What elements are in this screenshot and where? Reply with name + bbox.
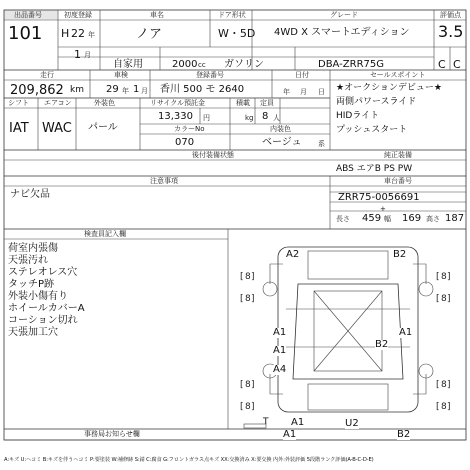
overall-score: 3.5 (438, 22, 464, 41)
dims-mark: + (380, 205, 386, 213)
inspection-month-unit: 月 (141, 87, 148, 95)
lot-label: 出品番号 (14, 11, 42, 19)
inspection-note: ステレオレス穴 (8, 267, 78, 278)
svg-text:]: ] (251, 294, 255, 304)
car-name: ノア (136, 27, 163, 42)
mileage-unit: km (70, 85, 84, 95)
interior-color: ベージュ (262, 137, 302, 148)
door-label: ドア形状 (218, 11, 246, 19)
inspection-note: 天張汚れ (8, 255, 48, 266)
mileage-label: 走行 (40, 71, 54, 79)
selling-point: HIDライト (336, 111, 380, 121)
damage-mark-u2: U2 (345, 418, 359, 429)
exterior-color: パール (88, 122, 118, 133)
inspection-note: ホイールカバーA (8, 303, 85, 314)
inspection-label: 車検 (114, 71, 128, 79)
plate-label: 登録番号 (196, 71, 224, 79)
svg-text:]: ] (251, 272, 255, 282)
inspector-notes-label: 検査員記入欄 (84, 230, 126, 238)
damage-mark-b2: B2 (397, 429, 411, 440)
svg-text:[: [ (436, 380, 440, 390)
svg-text:[: [ (240, 272, 244, 282)
svg-text:8: 8 (245, 294, 251, 304)
announce-label: 事務局お知らせ欄 (84, 430, 140, 438)
genuine-label: 純正装備 (384, 151, 412, 159)
interior-score: C (438, 58, 446, 71)
svg-text:[: [ (240, 402, 244, 412)
capacity-unit: 人 (273, 114, 280, 122)
grade-label: グレード (330, 11, 358, 19)
inspection-note: タッチP跡 (8, 279, 55, 290)
height-label: 高さ (426, 215, 440, 223)
damage-mark-a1: A1 (273, 327, 287, 338)
inspection-year: 29 (106, 84, 119, 95)
plate-number: 香川 500 モ 2640 (160, 84, 245, 95)
height-value: 187 (445, 213, 465, 224)
first-reg-label: 初度登録 (64, 11, 92, 19)
chassis-label: 車台番号 (384, 177, 412, 185)
width-label: 幅 (384, 215, 391, 223)
svg-text:[: [ (436, 272, 440, 282)
color-no-label: カラーNo (174, 125, 205, 133)
width-value: 169 (402, 213, 422, 224)
reg-month-unit: 月 (84, 51, 91, 59)
shift-label: シフト (8, 99, 29, 107)
mileage: 209,862 (10, 83, 64, 98)
grade: 4WD X スマートエディション (274, 27, 410, 38)
selling-point: ★オークションデビュー★ (336, 83, 442, 93)
svg-text:8: 8 (441, 380, 447, 390)
legend: A:キズ U:ヘコミ B:キズを伴うヘコミ P:要塗装 W:補修跡 S:錆 C:腐食 G:フロントガラス点キズ XX:交換済み X:要交換 内外:外装評価 5段階ランク評価(A-B-C-D-E) (4, 457, 374, 463)
inspection-note: 荷室内張傷 (8, 243, 58, 254)
svg-text:]: ] (447, 380, 451, 390)
svg-text:]: ] (251, 402, 255, 412)
svg-text:8: 8 (245, 380, 251, 390)
displacement-unit: cc (198, 61, 206, 69)
date-year: 年 (283, 88, 290, 96)
after-market-label: 後付装備状態 (192, 151, 234, 159)
genuine-equipment: ABS エアB PS PW (336, 164, 413, 174)
lot-number: 101 (8, 23, 43, 44)
model-code: DBA-ZRR75G (318, 59, 385, 70)
interior-suffix: 系 (318, 140, 325, 148)
selling-point: 両側パワースライド (336, 97, 417, 107)
notice-label: 注意事項 (150, 177, 178, 185)
bracket-label: 8 (245, 272, 251, 282)
damage-mark-a4: A4 (273, 364, 287, 375)
svg-text:]: ] (447, 402, 451, 412)
capacity: 8 (262, 111, 269, 122)
fuel: ガソリン (224, 59, 264, 70)
score-label: 評価点 (440, 11, 461, 19)
damage-mark-b2: B2 (375, 339, 389, 350)
capacity-label: 定員 (260, 99, 274, 107)
date-month: 月 (300, 88, 307, 96)
recycle-value: 13,330 (158, 111, 193, 122)
chassis-number: ZRR75-0056691 (338, 192, 420, 203)
damage-mark-a1: A1 (399, 327, 413, 338)
era: H (61, 27, 70, 40)
damage-diagram (228, 229, 468, 429)
damage-mark-b2: B2 (393, 249, 407, 260)
selling-point: プッシュスタート (336, 125, 408, 135)
svg-text:8: 8 (441, 402, 447, 412)
inspection-note: 天張加工穴 (8, 327, 58, 338)
length-value: 459 (362, 213, 382, 224)
aircon: WAC (42, 121, 72, 136)
length-label: 長さ (336, 215, 350, 223)
recycle-label: リサイクル預託金 (150, 99, 206, 107)
notice-text: ナビ欠品 (10, 189, 50, 200)
date-day: 日 (318, 88, 325, 96)
usage: 自家用 (113, 59, 143, 70)
car-name-label: 車名 (150, 11, 164, 19)
inspection-note: 外装小傷有り (8, 291, 68, 302)
svg-text:]: ] (447, 272, 451, 282)
exterior-color-label: 外装色 (94, 99, 115, 107)
date-label: 日付 (295, 71, 309, 79)
exterior-score: C (453, 58, 461, 71)
svg-text:[: [ (240, 294, 244, 304)
inspection-year-unit: 年 (122, 87, 129, 95)
svg-text:8: 8 (245, 402, 251, 412)
reg-year-unit: 年 (88, 31, 95, 39)
damage-mark-a2: A2 (286, 249, 300, 260)
selling-label: セールスポイント (370, 71, 426, 79)
svg-text:[: [ (436, 294, 440, 304)
load-unit: kg (245, 114, 254, 122)
tire-mark: T (263, 417, 269, 427)
damage-mark-a1: A1 (283, 429, 297, 440)
reg-month: 1 (74, 48, 81, 61)
svg-text:[: [ (436, 402, 440, 412)
damage-mark-a1: A1 (273, 345, 287, 356)
inspection-month: 1 (133, 84, 140, 95)
svg-text:]: ] (251, 380, 255, 390)
svg-text:8: 8 (441, 294, 447, 304)
interior-color-label: 内装色 (270, 125, 291, 133)
color-no: 070 (175, 137, 195, 148)
shift: IAT (9, 121, 29, 136)
svg-text:8: 8 (441, 272, 447, 282)
svg-text:]: ] (447, 294, 451, 304)
inspection-note: コーション切れ (8, 315, 78, 326)
reg-year: 22 (71, 27, 85, 40)
damage-mark-a1: A1 (291, 417, 305, 428)
recycle-unit: 円 (203, 114, 210, 122)
aircon-label: エアコン (44, 99, 72, 107)
load-label: 積載 (236, 99, 250, 107)
svg-text:[: [ (240, 380, 244, 390)
door-type: W・5D (218, 27, 256, 40)
displacement: 2000 (172, 59, 198, 70)
